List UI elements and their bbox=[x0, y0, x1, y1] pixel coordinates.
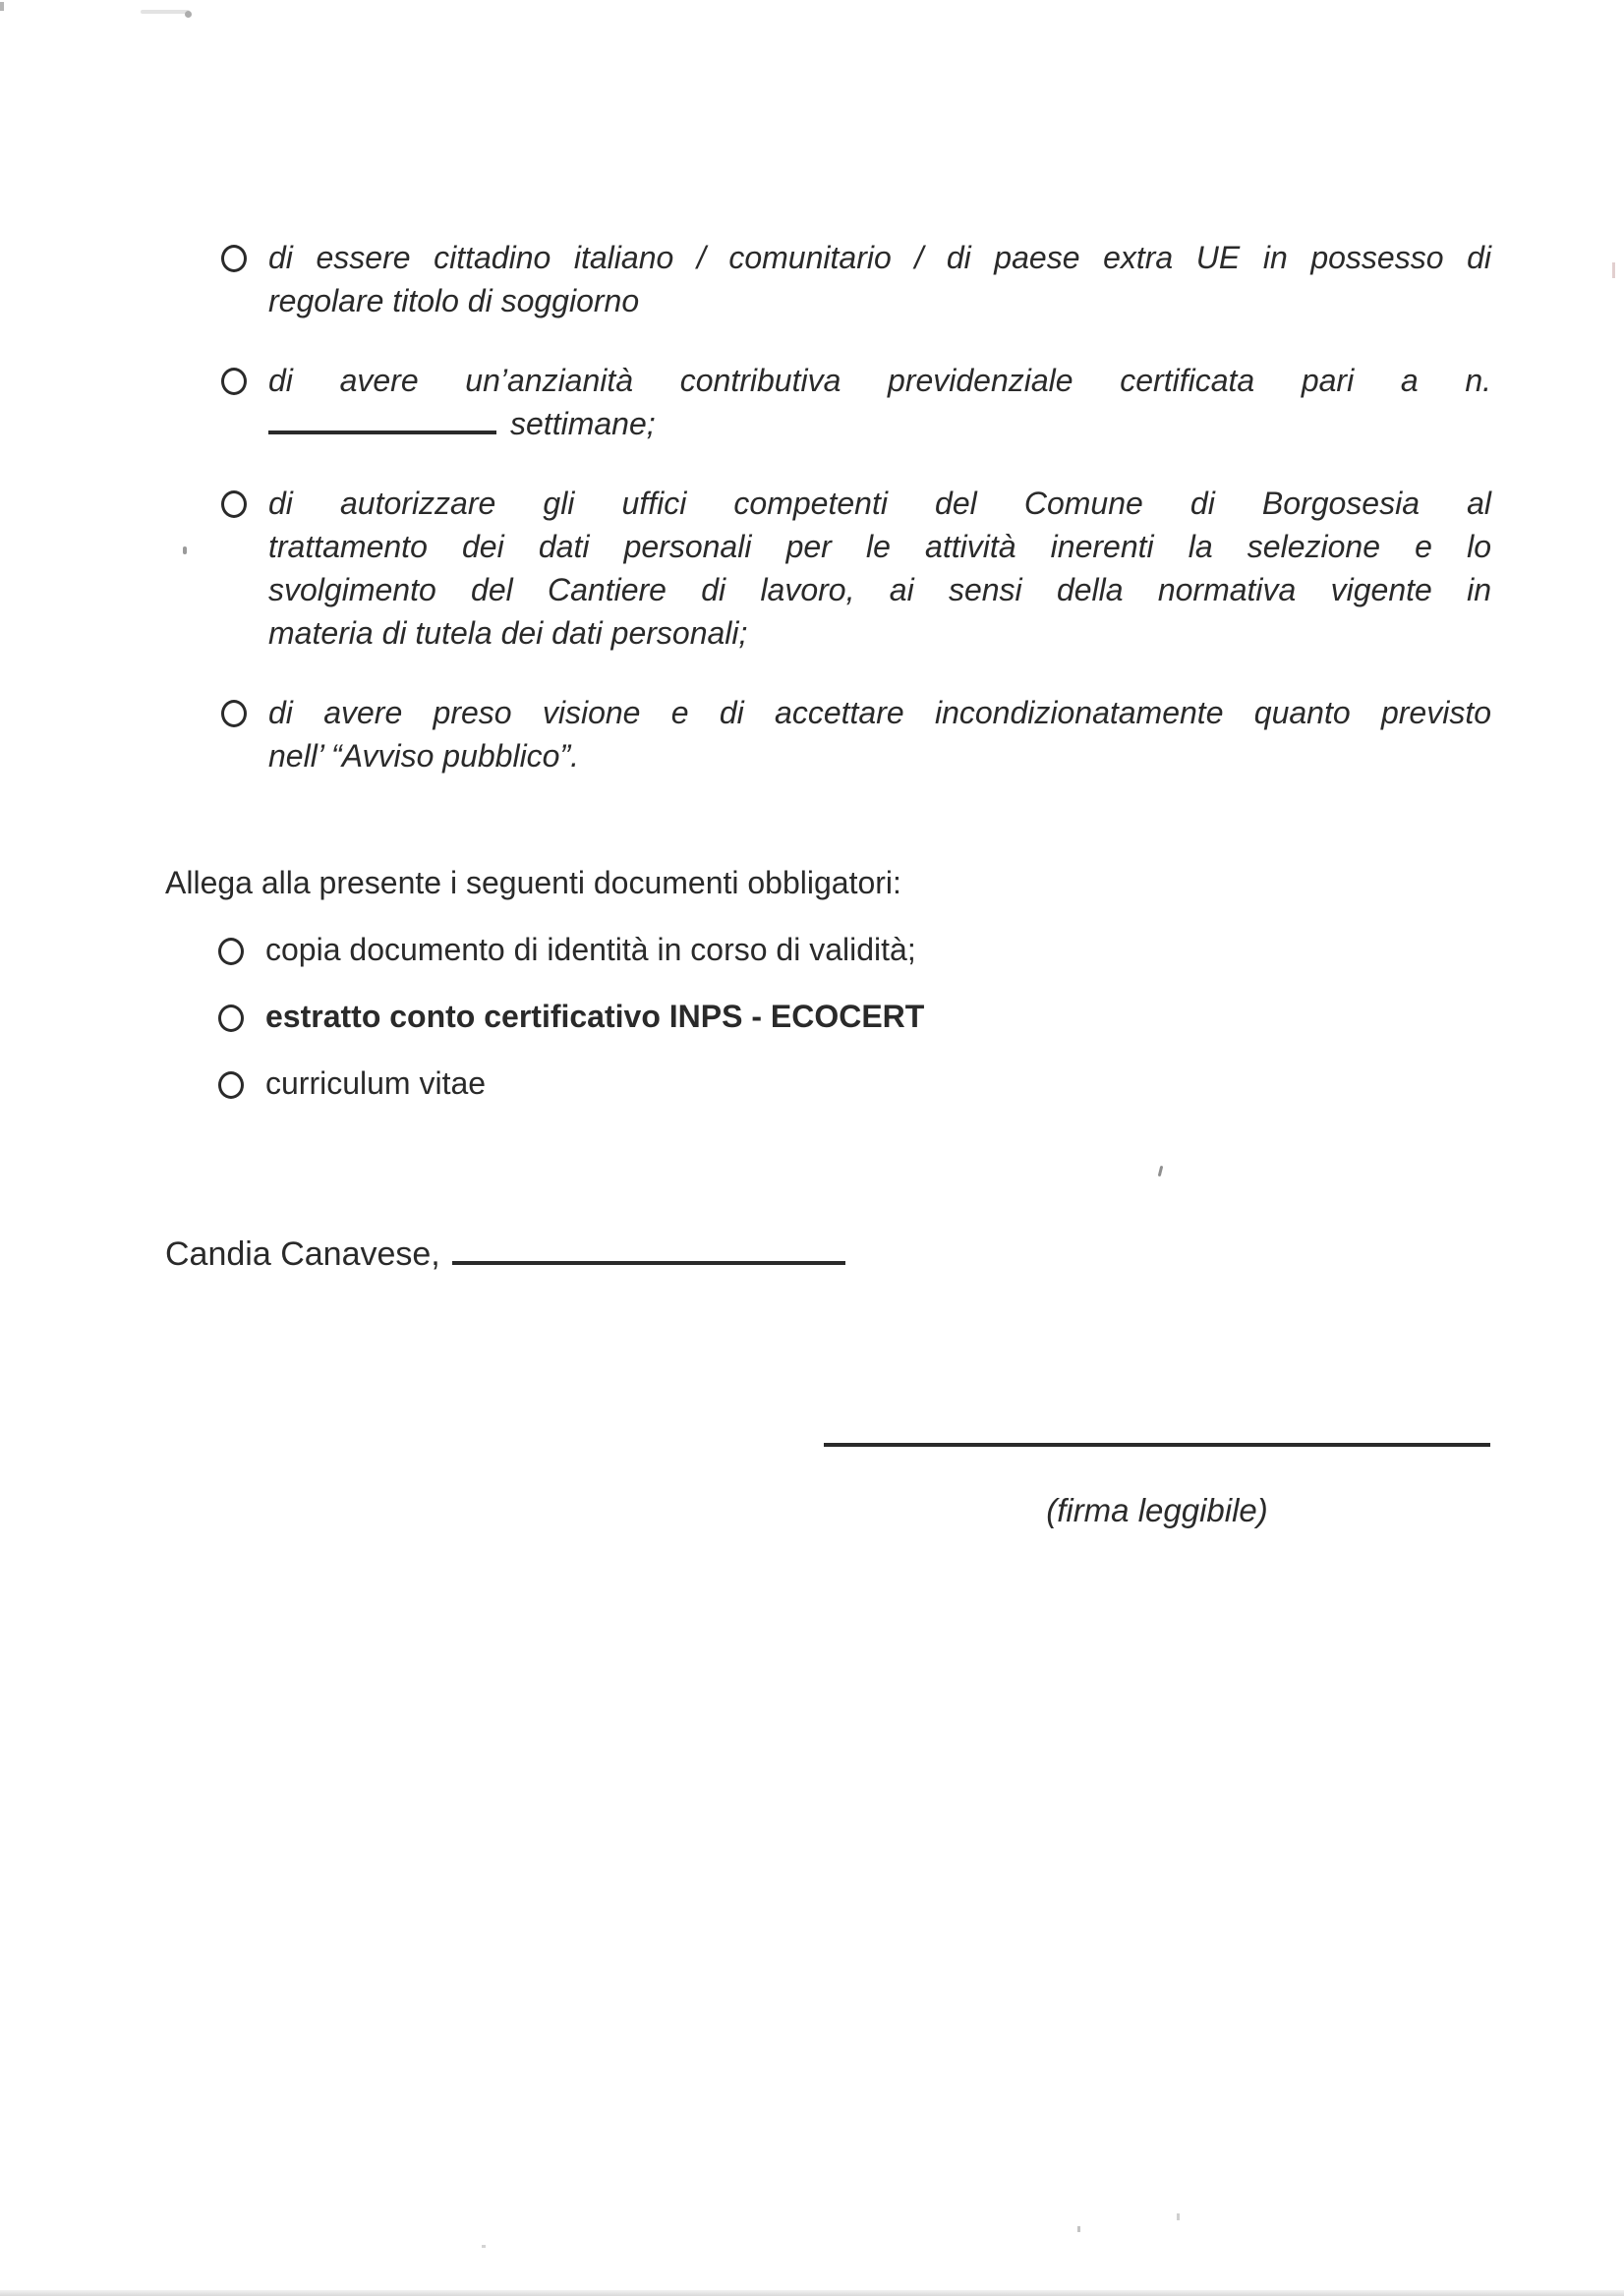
signature-caption: (firma leggibile) bbox=[1046, 1492, 1268, 1528]
circle-bullet-icon bbox=[218, 1071, 244, 1099]
scan-artifact bbox=[482, 2245, 486, 2248]
scan-artifact bbox=[1612, 262, 1615, 278]
scan-artifact bbox=[141, 10, 190, 14]
attachment-label: curriculum vitae bbox=[265, 1065, 487, 1101]
declaration-line: svolgimento del Cantiere di lavoro, ai sensi della normativa vigente in bbox=[268, 572, 1491, 607]
date-fill-in-blank bbox=[452, 1234, 845, 1265]
signature-block bbox=[824, 1443, 1490, 1529]
declaration-item-citizenship bbox=[221, 236, 1491, 322]
scan-artifact bbox=[1158, 1166, 1164, 1177]
declaration-line: di avere preso visione e di accettare incondizionatamente quanto previsto bbox=[268, 695, 1491, 730]
weeks-fill-in-blank bbox=[268, 407, 496, 434]
scan-artifact bbox=[1177, 2213, 1180, 2220]
declaration-list bbox=[221, 236, 1491, 777]
scan-artifact bbox=[0, 2290, 1624, 2296]
attachment-label: copia documento di identità in corso di validità; bbox=[265, 932, 916, 967]
attachments-heading: Allega alla presente i seguenti documenti obbligatori: bbox=[165, 865, 901, 900]
scan-artifact bbox=[0, 2, 4, 11]
scan-artifact bbox=[185, 11, 192, 18]
declaration-item-privacy-authorization bbox=[221, 482, 1491, 655]
blank-suffix-label: settimane; bbox=[510, 406, 656, 441]
declaration-line: di essere cittadino italiano / comunitario / di paese extra UE in possesso di bbox=[268, 240, 1491, 275]
declaration-text bbox=[268, 482, 1491, 655]
declaration-item-public-notice-acceptance bbox=[221, 691, 1491, 777]
declaration-line: regolare titolo di soggiorno bbox=[268, 283, 640, 318]
attachments-section bbox=[165, 861, 1443, 1105]
circle-bullet-icon bbox=[218, 1004, 244, 1032]
declaration-line: materia di tutela dei dati personali; bbox=[268, 615, 748, 651]
circle-bullet-icon bbox=[221, 490, 247, 518]
attachment-item-curriculum-vitae bbox=[218, 1062, 1443, 1105]
circle-bullet-icon bbox=[221, 700, 247, 727]
declaration-text bbox=[268, 236, 1491, 322]
circle-bullet-icon bbox=[221, 368, 247, 395]
attachment-label: estratto conto certificativo INPS - ECOCERT bbox=[265, 999, 925, 1034]
declaration-text bbox=[268, 691, 1491, 777]
attachment-item-inps-ecocert bbox=[218, 995, 1443, 1038]
declaration-line bbox=[268, 402, 1491, 445]
declaration-line: di autorizzare gli uffici competenti del Comune di Borgosesia al bbox=[268, 486, 1491, 521]
declaration-line: di avere un’anzianità contributiva previdenziale certificata pari a n. bbox=[268, 363, 1491, 398]
place-date-line bbox=[165, 1233, 845, 1276]
scan-artifact bbox=[183, 546, 187, 554]
place-label: Candia Canavese, bbox=[165, 1235, 440, 1273]
circle-bullet-icon bbox=[218, 938, 244, 965]
attachment-item-identity-copy bbox=[218, 928, 1443, 971]
scan-artifact bbox=[1077, 2226, 1080, 2232]
declaration-text bbox=[268, 359, 1491, 445]
declaration-item-contribution-weeks bbox=[221, 359, 1491, 445]
circle-bullet-icon bbox=[221, 245, 247, 272]
declaration-line: trattamento dei dati personali per le attività inerenti la selezione e lo bbox=[268, 529, 1491, 564]
declaration-line: nell’ “Avviso pubblico”. bbox=[268, 738, 580, 774]
signature-fill-in-line bbox=[824, 1443, 1490, 1447]
